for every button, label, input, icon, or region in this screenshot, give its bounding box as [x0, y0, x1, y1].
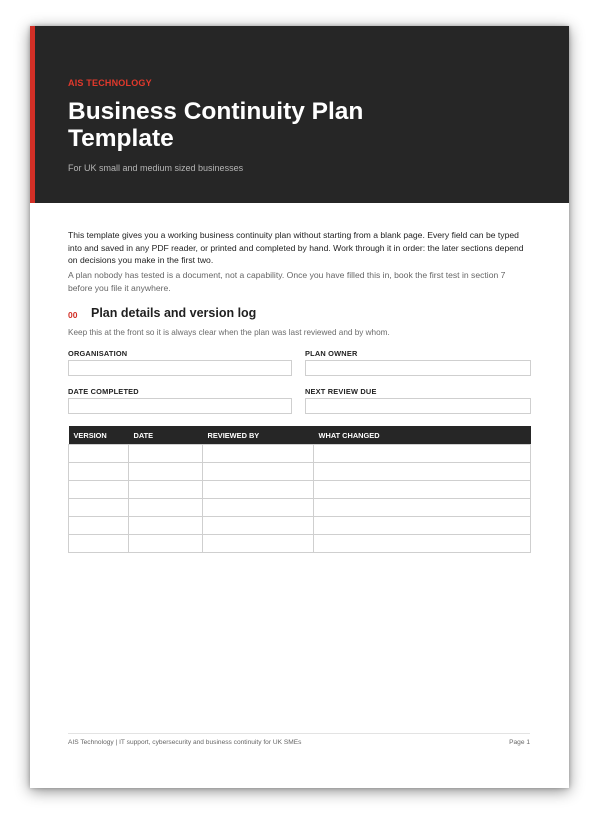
reviewed-by-cell[interactable] — [203, 463, 314, 481]
what-changed-cell[interactable] — [314, 499, 531, 517]
reviewed-by-cell[interactable] — [203, 517, 314, 535]
version-log-table — [68, 426, 531, 553]
accent-bar — [30, 26, 35, 203]
date-completed-label: DATE COMPLETED — [68, 387, 139, 396]
column-header-version: VERSION — [69, 426, 129, 445]
section-number: 00 — [68, 310, 78, 320]
brand-name: AIS TECHNOLOGY — [68, 78, 152, 88]
reviewed-by-cell[interactable] — [203, 481, 314, 499]
date-cell[interactable] — [129, 445, 203, 463]
table-row — [69, 499, 531, 517]
table-row — [69, 517, 531, 535]
reviewed-by-cell[interactable] — [203, 499, 314, 517]
table-row — [69, 463, 531, 481]
date-cell[interactable] — [129, 499, 203, 517]
what-changed-cell[interactable] — [314, 463, 531, 481]
date-cell[interactable] — [129, 517, 203, 535]
version-cell[interactable] — [69, 463, 129, 481]
document-subtitle: For UK small and medium sized businesses — [68, 163, 244, 173]
version-cell[interactable] — [69, 499, 129, 517]
document-page — [30, 26, 569, 788]
header-banner — [30, 26, 569, 203]
document-title: Business Continuity Plan Template — [68, 98, 364, 152]
version-log-header — [69, 426, 531, 445]
column-header-date: DATE — [129, 426, 203, 445]
reviewed-by-cell[interactable] — [203, 535, 314, 553]
section-title: Plan details and version log — [91, 306, 257, 320]
what-changed-cell[interactable] — [314, 481, 531, 499]
version-cell[interactable] — [69, 445, 129, 463]
footer-divider — [68, 733, 530, 734]
plan-owner-label: PLAN OWNER — [305, 349, 358, 358]
plan-owner-field[interactable] — [305, 360, 531, 376]
footer-text: AIS Technology | IT support, cybersecurity and business continuity for UK SMEs — [68, 739, 302, 746]
version-cell[interactable] — [69, 481, 129, 499]
what-changed-cell[interactable] — [314, 517, 531, 535]
intro-paragraph: This template gives you a working business continuity plan without starting from a blank page. Every field can be typed into and saved in any PDF reader, or printed and completed by hand. Work through it in order: the later sections depend on decisions you make in the first two. — [68, 230, 524, 265]
date-cell[interactable] — [129, 481, 203, 499]
next-review-label: NEXT REVIEW DUE — [305, 387, 377, 396]
date-cell[interactable] — [129, 463, 203, 481]
what-changed-cell[interactable] — [314, 535, 531, 553]
organisation-field[interactable] — [68, 360, 292, 376]
what-changed-cell[interactable] — [314, 445, 531, 463]
column-header-reviewed-by: REVIEWED BY — [203, 426, 314, 445]
intro-note: A plan nobody has tested is a document, not a capability. Once you have filled this in, book the first test in section 7 before you file it anywhere. — [68, 270, 506, 293]
organisation-label: ORGANISATION — [68, 349, 128, 358]
table-row — [69, 445, 531, 463]
column-header-what-changed: WHAT CHANGED — [314, 426, 531, 445]
section-description: Keep this at the front so it is always clear when the plan was last reviewed and by whom. — [68, 328, 390, 337]
date-cell[interactable] — [129, 535, 203, 553]
reviewed-by-cell[interactable] — [203, 445, 314, 463]
table-row — [69, 535, 531, 553]
version-cell[interactable] — [69, 517, 129, 535]
table-row — [69, 481, 531, 499]
date-completed-field[interactable] — [68, 398, 292, 414]
next-review-field[interactable] — [305, 398, 531, 414]
page-number: Page 1 — [509, 739, 530, 746]
version-cell[interactable] — [69, 535, 129, 553]
